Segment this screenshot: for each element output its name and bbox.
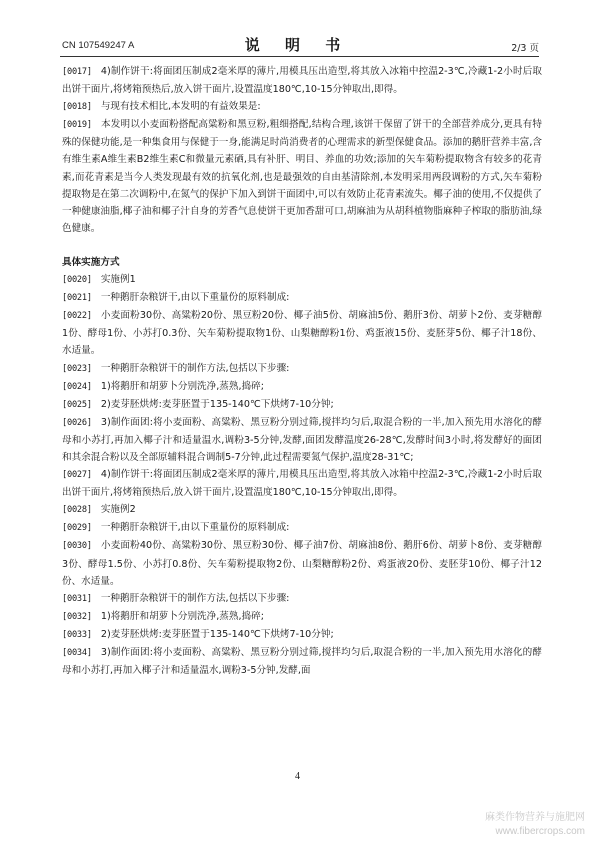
paragraph xyxy=(62,519,542,537)
paragraph-number: [0022] xyxy=(62,311,92,322)
paragraph xyxy=(62,307,542,359)
watermark xyxy=(485,811,585,839)
section-heading: 具体实施方式 xyxy=(62,256,120,268)
paragraph-text: 一种鹅肝杂粮饼干的制作方法,包括以下步骤: xyxy=(100,592,290,604)
paragraph xyxy=(62,414,542,466)
paragraph-number: [0023] xyxy=(62,363,92,374)
paragraph xyxy=(62,590,542,608)
paragraph-number: [0025] xyxy=(62,399,92,410)
paragraph xyxy=(62,396,542,414)
paragraph-number: [0027] xyxy=(62,470,92,481)
paragraph-text: 实施例1 xyxy=(100,274,136,286)
paragraph-text: 本发明以小麦面粉搭配高粱粉和黑豆粉,粗细搭配,结构合理,该饼干保留了饼干的全部营养成分,更具有特殊的保健功能,是一种集食用与保健于一身,能满足时尚消费者的心理需求的新型保健食品。添加的鹅肝营养丰富,含有维生素A维生素B2维生素C和微量元素硒,具有补肝、明目、养血的功效;添加的矢车菊粉提取物含有较多的花青素,而花青素是当今人类发现最有效的抗氧化剂,也是最强效的自由基清除剂,本发明采用两段调粉的方式,矢车菊粉提取物是在第二次调粉中,在氮气的保护下加入到饼干面团中,可以有效防止花青素流失。椰子油的使用,不仅提供了一种健康油脂,椰子油和椰子汁自身的芳香气息使饼干更加香甜可口,胡麻油为从胡科植物脂麻种子榨取的脂肪油,绿色健康。 xyxy=(62,119,542,234)
paragraph-number: [0018] xyxy=(62,102,92,113)
paragraph-number: [0030] xyxy=(62,541,92,552)
paragraph xyxy=(62,289,542,307)
paragraph-number: [0020] xyxy=(62,275,92,286)
paragraph-number: [0019] xyxy=(62,120,92,131)
paragraph xyxy=(62,501,542,519)
paragraph-text: 实施例2 xyxy=(100,504,136,516)
document-number: CN 107549247 A xyxy=(62,40,135,51)
paragraph xyxy=(62,626,542,644)
paragraph xyxy=(62,360,542,378)
paragraph-text: 3)制作面团:将小麦面粉、高粱粉、黑豆粉分别过筛,搅拌均匀后,取混合粉的一半,加入预先用水溶化的酵母和小苏打,再加入椰子汁和适量温水,调粉3-5分钟,发酵,面 xyxy=(62,647,542,677)
paragraph xyxy=(62,116,542,237)
paragraph xyxy=(62,608,542,626)
paragraph-number: [0031] xyxy=(62,593,92,604)
paragraph-text: 一种鹅肝杂粮饼干,由以下重量份的原料制成: xyxy=(100,522,290,534)
paragraph-text: 4)制作饼干:将面团压制成2毫米厚的薄片,用模具压出造型,将其放入冰箱中控温2-3℃,冷藏1-2小时后取出饼干面片,将烤箱预热后,放入饼干面片,设置温度180℃,10-15分钟取出,即得。 xyxy=(62,469,542,499)
paragraph-number: [0017] xyxy=(62,67,92,77)
paragraph-text: 与现有技术相比,本发明的有益效果是: xyxy=(100,101,261,113)
paragraph-number: [0026] xyxy=(62,417,92,428)
paragraph-number: [0024] xyxy=(62,381,92,392)
paragraph-text: 3)制作面团:将小麦面粉、高粱粉、黑豆粉分别过筛,搅拌均匀后,取混合粉的一半,加入预先用水溶化的酵母和小苏打,再加入椰子汁和适量温水,调粉3-5分钟,发酵,面团发酵温度26-28℃,发酵时间3小时,将发酵好的面团和其余混合粉以及全部原辅料混合调制5-7分钟,此过程需要氮气保护,温度28-31℃; xyxy=(62,416,542,463)
paragraph xyxy=(62,98,542,116)
paragraph-text: 小麦面粉30份、高粱粉20份、黑豆粉20份、椰子油5份、胡麻油5份、鹅肝3份、胡萝卜2份、麦芽糖醇1份、酵母1份、小苏打0.3份、矢车菊粉提取物1份、山梨糖醇粉1份、鸡蛋液15份、麦胚芽5份、椰子汁18份、水适量。 xyxy=(62,310,542,357)
paragraph-number: [0034] xyxy=(62,648,92,658)
paragraph-number: [0021] xyxy=(62,293,92,304)
paragraph-text: 2)麦芽胚烘烤:麦芽胚置于135-140℃下烘烤7-10分钟; xyxy=(100,398,334,410)
paragraph-text: 1)将鹅肝和胡萝卜分别洗净,蒸熟,捣碎; xyxy=(100,380,264,392)
document-body xyxy=(62,63,542,679)
document-title: 说 明 书 xyxy=(244,36,351,54)
header-divider xyxy=(60,56,539,57)
paragraph xyxy=(62,644,542,679)
paragraph-text: 2)麦芽胚烘烤:麦芽胚置于135-140℃下烘烤7-10分钟; xyxy=(100,628,334,640)
paragraph-number: [0029] xyxy=(62,523,92,534)
paragraph-text: 小麦面粉40份、高粱粉30份、黑豆粉30份、椰子油7份、胡麻油8份、鹅肝6份、胡萝卜8份、麦芽糖醇3份、酵母1.5份、小苏打0.8份、矢车菊粉提取物2份、山梨糖醇粉2份、鸡蛋液20份、麦胚芽10份、椰子汁12份、水适量。 xyxy=(62,540,542,587)
paragraph-number: [0028] xyxy=(62,505,92,516)
paragraph-number: [0032] xyxy=(62,611,92,622)
watermark-url: www.fibercrops.com xyxy=(495,826,585,837)
paragraph xyxy=(62,378,542,396)
paragraph-text: 1)将鹅肝和胡萝卜分别洗净,蒸熟,捣碎; xyxy=(100,610,264,622)
paragraph xyxy=(62,466,542,501)
paragraph-text: 4)制作饼干:将面团压制成2毫米厚的薄片,用模具压出造型,将其放入冰箱中控温2-3℃,冷藏1-2小时后取出饼干面片,将烤箱预热后,放入饼干面片,设置温度180℃,10-15分钟取出,即得。 xyxy=(62,66,542,96)
paragraph xyxy=(62,537,542,589)
paragraph-text: 一种鹅肝杂粮饼干的制作方法,包括以下步骤: xyxy=(100,362,290,374)
page-number: 4 xyxy=(295,771,300,782)
paragraph-number: [0033] xyxy=(62,629,92,640)
paragraph xyxy=(62,63,542,98)
paragraph xyxy=(62,271,542,289)
page-indicator: 2/3 页 xyxy=(511,43,539,54)
watermark-site-name: 麻类作物营养与施肥网 xyxy=(485,812,585,823)
paragraph-text: 一种鹅肝杂粮饼干,由以下重量份的原料制成: xyxy=(100,292,290,304)
